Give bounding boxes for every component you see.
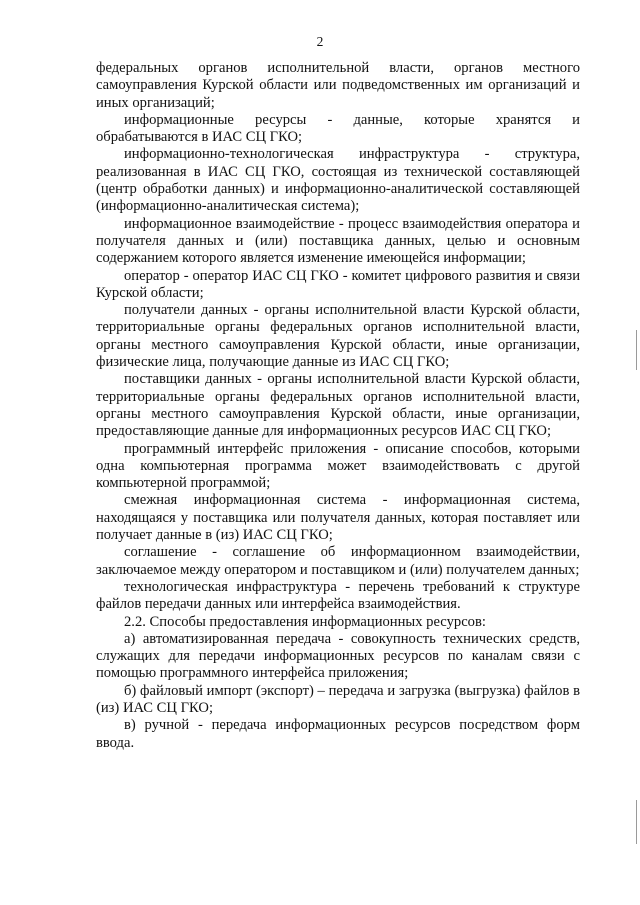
document-body [96,60,580,752]
definition-api: программный интерфейс приложения - описание способов, которыми одна компьютерная программа может взаимодействовать с другой компьютерной программой; [96,440,580,492]
definition-data-suppliers: поставщики данных - органы исполнительной власти Курской области, территориальные органы федеральных органов исполнительной власти, органы местного самоуправления Курской области, иные организации, предоставляющие данные для информационных ресурсов ИАС СЦ ГКО; [96,371,580,440]
definition-data-recipients: получатели данных - органы исполнительной власти Курской области, территориальные органы федеральных органов исполнительной власти, органы местного самоуправления Курской области, иные организации, физические лица, получающие данные из ИАС СЦ ГКО; [96,302,580,371]
scan-edge-mark [636,330,637,370]
page-number: 2 [316,34,324,49]
method-file-import-export: б) файловый импорт (экспорт) – передача и загрузка (выгрузка) файлов в (из) ИАС СЦ ГКО; [96,682,580,716]
definition-it-infrastructure: информационно-технологическая инфраструктура - структура, реализованная в ИАС СЦ ГКО, состоящая из технической составляющей (центр обработки данных) и информационно-аналитической составляющей (информационно-аналитическая система); [96,146,580,215]
method-automated-transfer: а) автоматизированная передача - совокупность технических средств, служащих для передачи информационных ресурсов по каналам связи с помощью программного интерфейса приложения; [96,630,580,682]
definition-information-interaction: информационное взаимодействие - процесс взаимодействия оператора и получателя данных и (или) поставщика данных, целью и основным содержанием которого является изменение имеющейся информации; [96,215,580,267]
scan-edge-mark [636,800,637,844]
definition-agreement: соглашение - соглашение об информационном взаимодействии, заключаемое между оператором и поставщиком и (или) получателем данных; [96,544,580,578]
section-heading-2-2: 2.2. Способы предоставления информационных ресурсов: [124,613,486,630]
definition-operator: оператор - оператор ИАС СЦ ГКО - комитет цифрового развития и связи Курской области; [96,267,580,301]
paragraph-continuation: федеральных органов исполнительной власти, органов местного самоуправления Курской области или подведомственных им организаций и иных организаций; [96,60,580,111]
definition-tech-infrastructure: технологическая инфраструктура - перечень требований к структуре файлов передачи данных или интерфейса взаимодействия. [96,578,580,613]
definition-information-resources: информационные ресурсы - данные, которые хранятся и обрабатываются в ИАС СЦ ГКО; [96,111,580,146]
method-manual-input: в) ручной - передача информационных ресурсов посредством форм ввода. [96,717,580,751]
definition-adjacent-system: смежная информационная система - информационная система, находящаяся у поставщика или получателя данных, которая поставляет или получает данные в (из) ИАС СЦ ГКО; [96,492,580,544]
